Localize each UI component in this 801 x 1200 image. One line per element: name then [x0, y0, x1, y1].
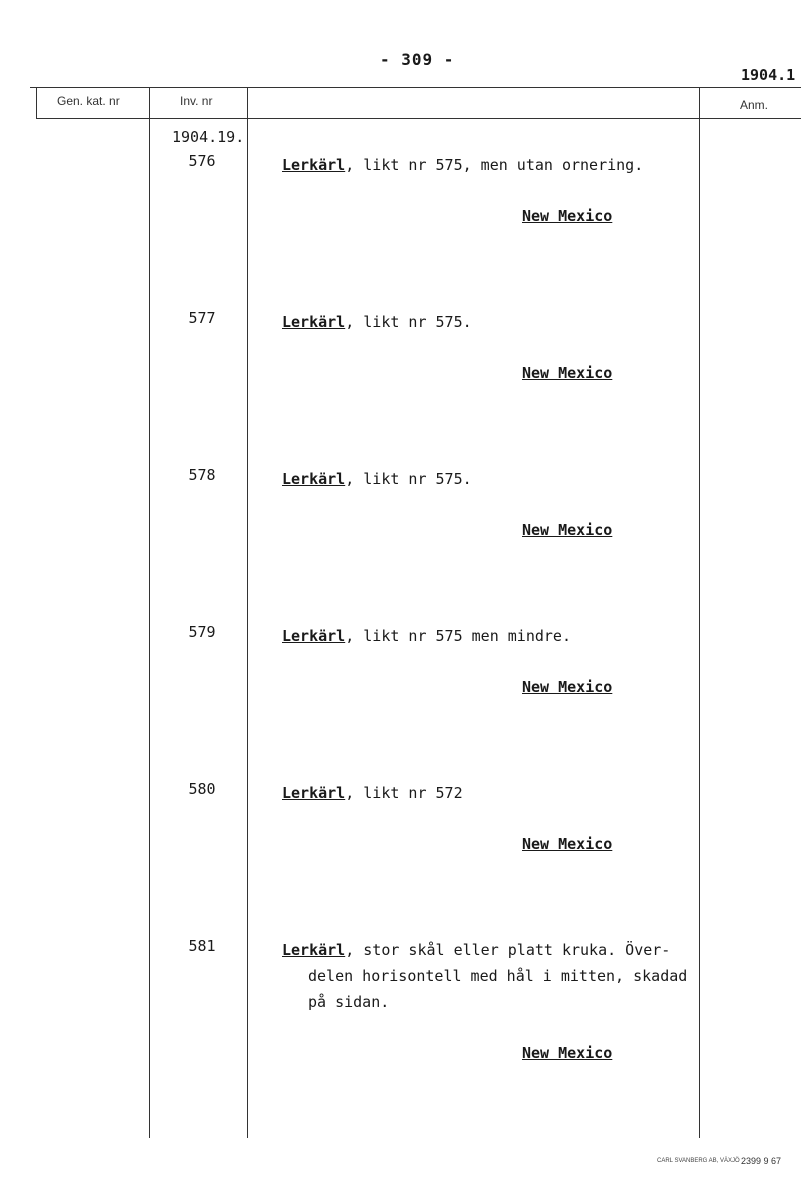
year-label: 1904.19. — [172, 128, 245, 146]
page-number: - 309 - — [380, 50, 455, 69]
entry-text: , likt nr 575, men utan ornering. — [345, 156, 644, 174]
column-divider-gen-kat — [149, 88, 150, 1138]
place-label: New Mexico — [522, 364, 613, 382]
place-label: New Mexico — [522, 1044, 613, 1062]
entry-text-continuation: på sidan. — [308, 993, 390, 1011]
table-left-border — [36, 88, 37, 118]
object-term: Lerkärl — [282, 470, 346, 488]
entry-text: , likt nr 575. — [345, 470, 472, 488]
object-term: Lerkärl — [282, 941, 346, 959]
entry-description — [282, 623, 702, 649]
entry-description — [282, 937, 702, 1015]
corner-label: 1904.1 — [741, 66, 796, 84]
place-label: New Mexico — [522, 835, 613, 853]
inv-number: 576 — [188, 152, 216, 170]
inv-number: 581 — [188, 937, 216, 955]
entry-text: , likt nr 572 — [345, 784, 463, 802]
entry-description — [282, 780, 702, 806]
column-divider-inv — [247, 88, 248, 1138]
object-term: Lerkärl — [282, 627, 346, 645]
header-inv-nr: Inv. nr — [180, 94, 213, 108]
top-rule — [30, 87, 801, 88]
place-label: New Mexico — [522, 678, 613, 696]
print-code: 2399 9 67 — [741, 1156, 782, 1166]
header-bottom-rule — [36, 118, 801, 119]
entry-text: , likt nr 575. — [345, 313, 472, 331]
entry-description — [282, 466, 702, 492]
entry-text-continuation: delen horisontell med hål i mitten, skadad — [308, 967, 688, 985]
object-term: Lerkärl — [282, 784, 346, 802]
inv-number: 578 — [188, 466, 216, 484]
header-anm: Anm. — [740, 98, 769, 112]
object-term: Lerkärl — [282, 313, 346, 331]
place-label: New Mexico — [522, 207, 613, 225]
entry-description — [282, 152, 702, 178]
inv-number: 579 — [188, 623, 216, 641]
entry-description — [282, 309, 702, 335]
inv-number: 577 — [188, 309, 216, 327]
entry-text: , likt nr 575 men mindre. — [345, 627, 571, 645]
header-gen-kat: Gen. kat. nr — [57, 94, 120, 108]
place-label: New Mexico — [522, 521, 613, 539]
inv-number: 580 — [188, 780, 216, 798]
object-term: Lerkärl — [282, 156, 346, 174]
entry-text: , stor skål eller platt kruka. Över- — [345, 941, 671, 959]
printer-imprint: CARL SVANBERG AB, VÄXJÖ — [657, 1158, 740, 1164]
